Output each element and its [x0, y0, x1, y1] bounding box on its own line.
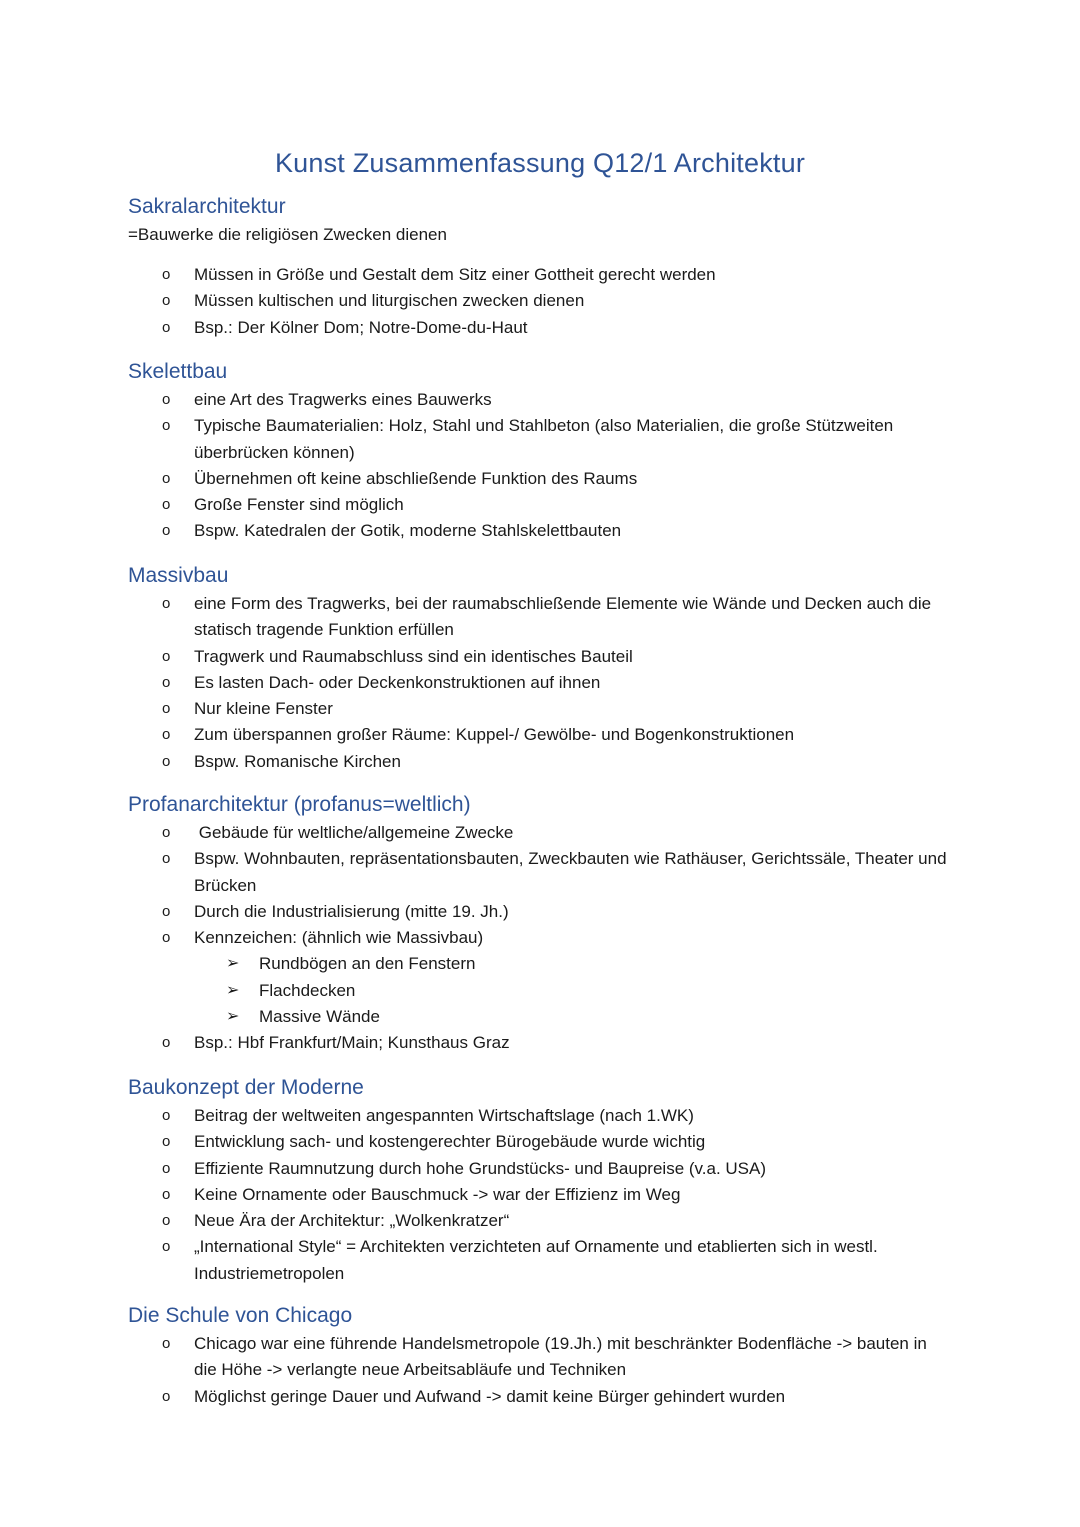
- list-item: o Beitrag der weltweiten angespannten Wirtschaftslage (nach 1.WK): [128, 1103, 954, 1129]
- section-profanarchitektur: [128, 790, 988, 1057]
- list-item: o Müssen kultischen und liturgischen zwecken dienen: [128, 288, 954, 314]
- list-item: o Zum überspannen großer Räume: Kuppel-/ Gewölbe- und Bogenkonstruktionen: [128, 722, 954, 748]
- bullet-list: [128, 1331, 988, 1410]
- circle-bullet-icon: o: [162, 292, 171, 310]
- section-sakralarchitektur: [128, 192, 988, 341]
- arrow-bullet-icon: ➢: [226, 981, 240, 999]
- circle-bullet-icon: o: [162, 1107, 171, 1124]
- circle-bullet-icon: o: [162, 647, 171, 665]
- list-item: o Typische Baumaterialien: Holz, Stahl und Stahlbeton (also Materialien, die große Stützweiten überbrücken können): [128, 413, 954, 466]
- list-item: o Durch die Industrialisierung (mitte 19. Jh.): [128, 899, 954, 925]
- list-item: o Bspw. Katedralen der Gotik, moderne Stahlskelettbauten: [128, 518, 954, 544]
- list-item: o Entwicklung sach- und kostengerechter Bürogebäude wurde wichtig: [128, 1129, 954, 1155]
- circle-bullet-icon: o: [162, 726, 171, 744]
- list-item: o Es lasten Dach- oder Deckenkonstruktionen auf ihnen: [128, 670, 954, 696]
- circle-bullet-icon: o: [162, 1335, 171, 1352]
- sub-list-item: ➢ Rundbögen an den Fenstern: [194, 951, 954, 977]
- list-item: o Übernehmen oft keine abschließende Funktion des Raums: [128, 466, 954, 492]
- circle-bullet-icon: o: [162, 1185, 171, 1203]
- arrow-bullet-icon: ➢: [226, 955, 240, 973]
- bullet-list: [128, 820, 988, 1057]
- sub-bullet-list: [194, 951, 954, 1030]
- bullet-list: [128, 1103, 988, 1287]
- section-intro: =Bauwerke die religiösen Zwecken dienen: [128, 225, 447, 244]
- section-heading: Baukonzept der Moderne: [128, 1076, 364, 1099]
- list-item: o Kennzeichen: (ähnlich wie Massivbau) ➢ Rundbögen an den Fenstern ➢ Flachdecken ➢ Massive Wände: [128, 925, 954, 1030]
- section-heading: Profanarchitektur (profanus=weltlich): [128, 793, 471, 816]
- list-item: o Keine Ornamente oder Bauschmuck -> war der Effizienz im Weg: [128, 1182, 954, 1208]
- section-heading: Massivbau: [128, 564, 229, 587]
- circle-bullet-icon: o: [162, 266, 171, 283]
- circle-bullet-icon: o: [162, 673, 171, 691]
- circle-bullet-icon: o: [162, 496, 171, 514]
- circle-bullet-icon: o: [162, 595, 171, 612]
- section-heading: Die Schule von Chicago: [128, 1304, 353, 1327]
- list-item: o eine Form des Tragwerks, bei der raumabschließende Elemente wie Wände und Decken auch die statisch tragende Funktion erfüllen: [128, 591, 954, 644]
- list-item: o eine Art des Tragwerks eines Bauwerks: [128, 387, 954, 413]
- circle-bullet-icon: o: [162, 752, 171, 770]
- list-item: o Chicago war eine führende Handelsmetropole (19.Jh.) mit beschränkter Bodenfläche -> bauten in die Höhe -> verlangte neue Arbeitsabläufe und Techniken: [128, 1331, 954, 1384]
- section-skelettbau: [128, 357, 988, 545]
- list-item: o Tragwerk und Raumabschluss sind ein identisches Bauteil: [128, 644, 954, 670]
- circle-bullet-icon: o: [162, 902, 171, 920]
- sub-list-item: ➢ Massive Wände: [194, 1004, 954, 1030]
- circle-bullet-icon: o: [162, 469, 171, 487]
- circle-bullet-icon: o: [162, 1238, 171, 1256]
- page-title: Kunst Zusammenfassung Q12/1 Architektur: [274, 148, 806, 178]
- list-item: o Bsp.: Der Kölner Dom; Notre-Dome-du-Haut: [128, 315, 954, 341]
- list-item: o „International Style“ = Architekten verzichteten auf Ornamente und etablierten sich in westl. Industriemetropolen: [128, 1234, 954, 1287]
- circle-bullet-icon: o: [162, 391, 171, 408]
- list-item: o Müssen in Größe und Gestalt dem Sitz einer Gottheit gerecht werden: [128, 262, 954, 288]
- circle-bullet-icon: o: [162, 700, 171, 718]
- list-item: o Bsp.: Hbf Frankfurt/Main; Kunsthaus Graz: [128, 1030, 954, 1056]
- list-item: o Große Fenster sind möglich: [128, 492, 954, 518]
- list-item: o Gebäude für weltliche/allgemeine Zwecke: [128, 820, 954, 846]
- section-schule-von-chicago: [128, 1301, 988, 1410]
- circle-bullet-icon: o: [162, 824, 171, 841]
- list-item: o Effiziente Raumnutzung durch hohe Grundstücks- und Baupreise (v.a. USA): [128, 1156, 954, 1182]
- section-heading: Skelettbau: [128, 360, 228, 383]
- section-heading: Sakralarchitektur: [128, 195, 286, 218]
- circle-bullet-icon: o: [162, 522, 171, 540]
- arrow-bullet-icon: ➢: [226, 1008, 240, 1026]
- circle-bullet-icon: o: [162, 1133, 171, 1151]
- list-item: o Neue Ära der Architektur: „Wolkenkratzer“: [128, 1208, 954, 1234]
- circle-bullet-icon: o: [162, 1159, 171, 1177]
- bullet-list: [128, 262, 988, 341]
- section-massivbau: [128, 561, 988, 775]
- section-baukonzept-der-moderne: [128, 1073, 988, 1287]
- circle-bullet-icon: o: [162, 1212, 171, 1230]
- circle-bullet-icon: o: [162, 850, 171, 868]
- bullet-list: [128, 591, 988, 775]
- sub-list-item: ➢ Flachdecken: [194, 978, 954, 1004]
- circle-bullet-icon: o: [162, 1387, 171, 1405]
- list-item: o Nur kleine Fenster: [128, 696, 954, 722]
- circle-bullet-icon: o: [162, 929, 171, 947]
- list-item: o Bspw. Wohnbauten, repräsentationsbauten, Zweckbauten wie Rathäuser, Gerichtssäle, Theater und Brücken: [128, 846, 954, 899]
- circle-bullet-icon: o: [162, 318, 171, 336]
- circle-bullet-icon: o: [162, 417, 171, 435]
- bullet-list: [128, 387, 988, 545]
- list-item: o Möglichst geringe Dauer und Aufwand -> damit keine Bürger gehindert wurden: [128, 1384, 954, 1410]
- circle-bullet-icon: o: [162, 1034, 171, 1052]
- list-item: o Bspw. Romanische Kirchen: [128, 749, 954, 775]
